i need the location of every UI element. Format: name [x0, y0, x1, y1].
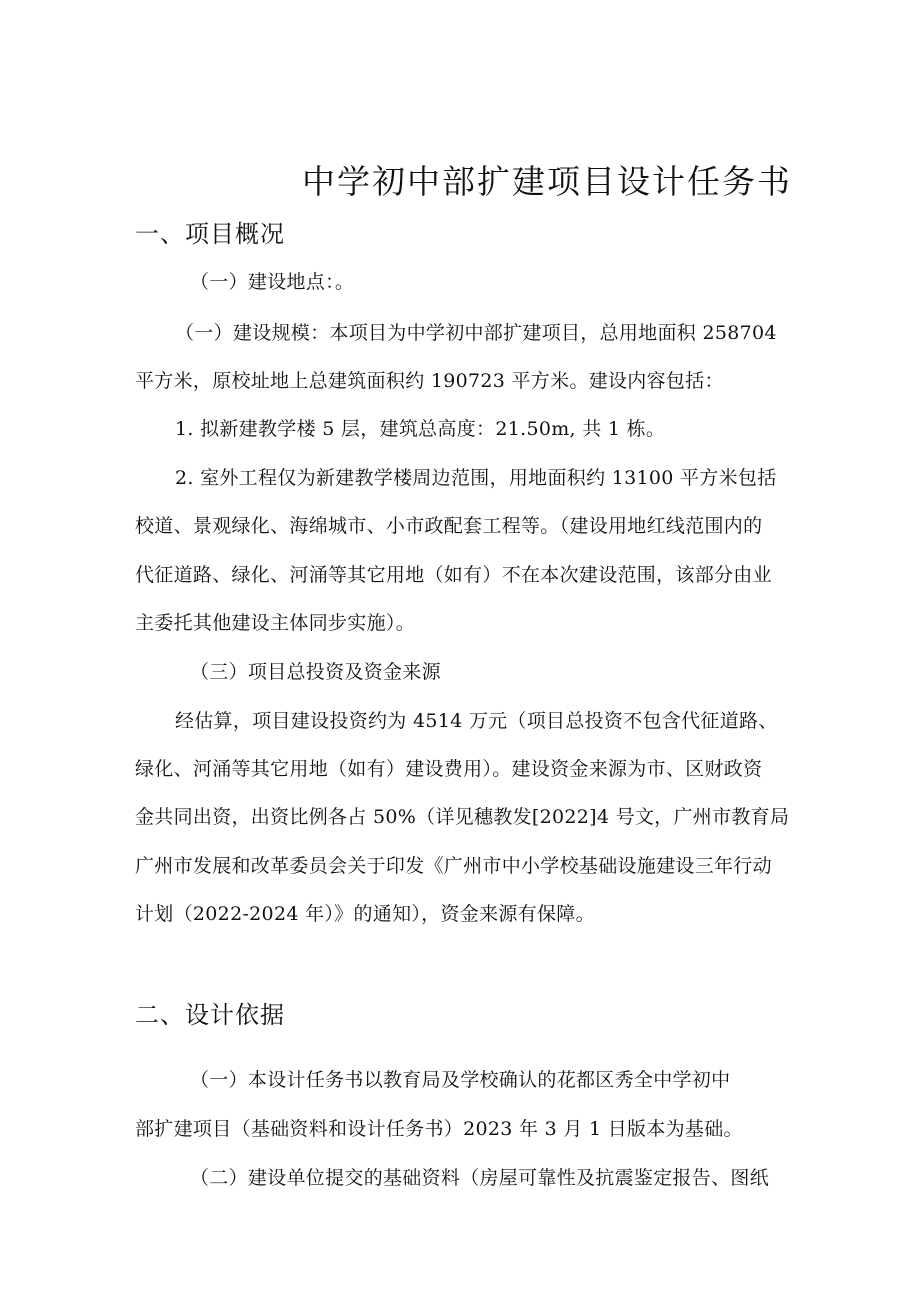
paragraph-basis1-line1: （一）本设计任务书以教育局及学校确认的花都区秀全中学初中	[190, 1069, 731, 1091]
paragraph-investment-line5: 计划（2022-2024 年）》的通知），资金来源有保障。	[135, 903, 595, 925]
list-item-2-line1: 2. 室外工程仅为新建教学楼周边范围，用地面积约 13100 平方米包括	[175, 467, 777, 489]
paragraph-location: （一）建设地点：。	[190, 271, 355, 293]
section-heading-project-overview: 一、项目概况	[135, 220, 285, 248]
paragraph-basis1-line2: 部扩建项目（基础资料和设计任务书）2023 年 3 月 1 日版本为基础。	[135, 1118, 743, 1140]
paragraph-basis2-line1: （二）建设单位提交的基础资料（房屋可靠性及抗震鉴定报告、图纸	[190, 1167, 770, 1189]
list-item-2-line2: 校道、景观绿化、海绵城市、小市政配套工程等。（建设用地红线范围内的	[135, 515, 763, 537]
paragraph-investment-line4: 广州市发展和改革委员会关于印发《广州市中小学校基础设施建设三年行动	[135, 855, 772, 877]
paragraph-investment-heading: （三）项目总投资及资金来源	[190, 661, 441, 683]
document-title: 中学初中部扩建项目设计任务书	[302, 162, 792, 201]
list-item-2-line4: 主委托其他建设主体同步实施）。	[135, 612, 416, 634]
list-item-2-line3: 代征道路、绿化、河涌等其它用地（如有）不在本次建设范围，该部分由业	[135, 564, 772, 586]
paragraph-investment-line2: 绿化、河涌等其它用地（如有）建设费用）。建设资金来源为市、区财政资	[135, 758, 763, 780]
section-heading-design-basis: 二、设计依据	[135, 1001, 285, 1029]
paragraph-investment-line1: 经估算，项目建设投资约为 4514 万元（项目总投资不包含代征道路、	[175, 710, 778, 732]
paragraph-scale-line1: （一）建设规模：本项目为中学初中部扩建项目，总用地面积 258704	[175, 322, 777, 344]
paragraph-investment-line3: 金共同出资，出资比例各占 50%（详见穗教发[2022]4 号文，广州市教育局	[135, 806, 790, 828]
paragraph-scale-line2: 平方米，原校址地上总建筑面积约 190723 平方米。建设内容包括：	[135, 370, 724, 392]
list-item-1: 1. 拟新建教学楼 5 层，建筑总高度：21.50m, 共 1 栋。	[175, 418, 666, 440]
